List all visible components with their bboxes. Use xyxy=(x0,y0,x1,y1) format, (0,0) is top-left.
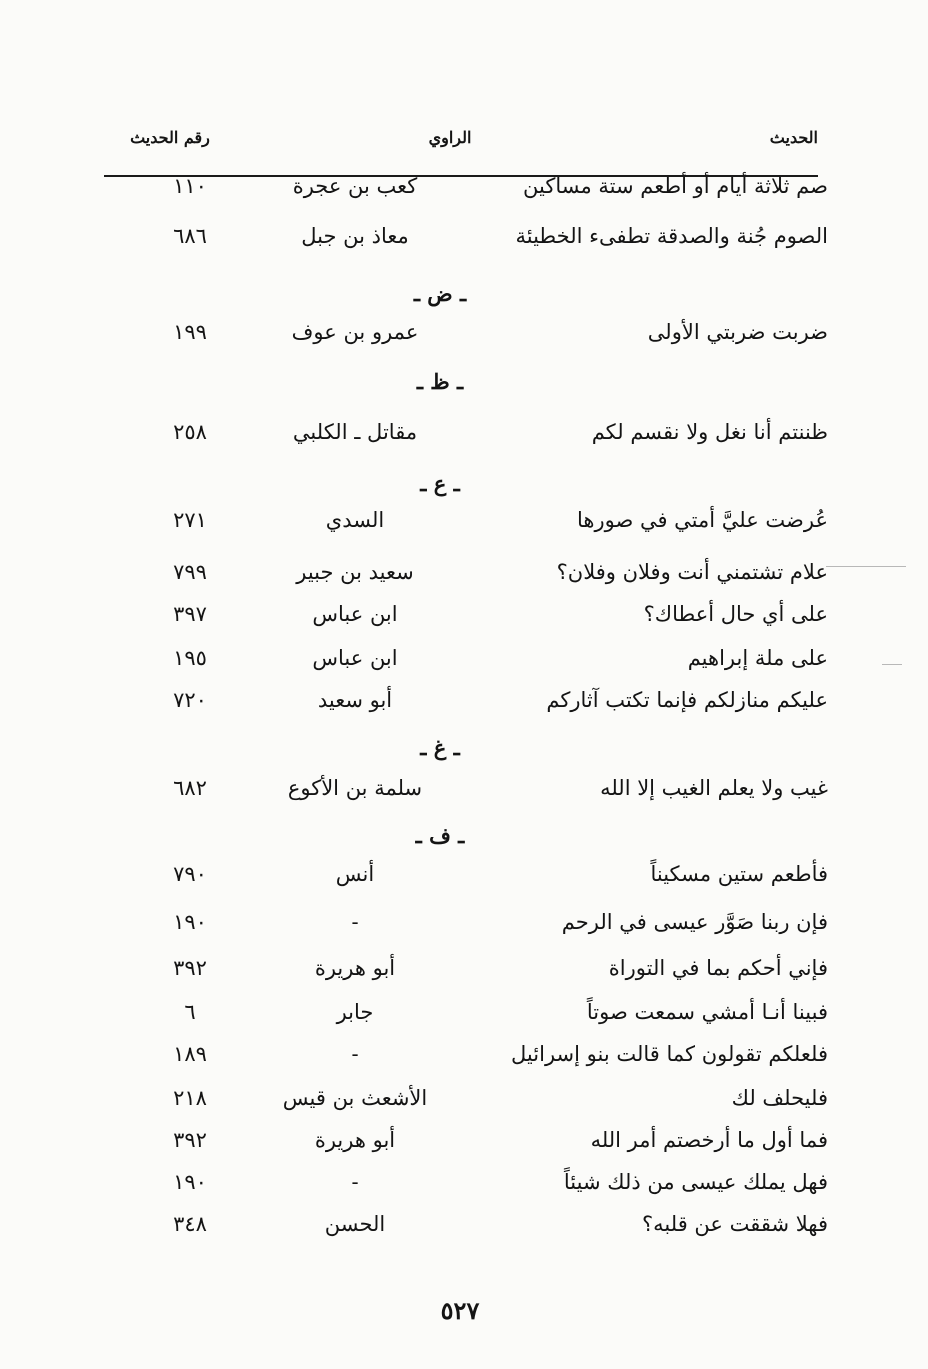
header-number: رقم الحديث xyxy=(130,128,210,147)
hadith-text: فما أول ما أرخصتم أمر الله xyxy=(590,1128,828,1152)
narrator-name: سعيد بن جبير xyxy=(296,560,414,584)
narrator-name: كعب بن عجرة xyxy=(292,174,418,198)
hadith-number: ١٩٩ xyxy=(173,320,207,344)
narrator-name: معاذ بن جبل xyxy=(301,224,409,248)
hadith-text: فأطعم ستين مسكيناً xyxy=(650,862,828,886)
section-letter-heading: ـ ض ـ xyxy=(413,281,467,306)
hadith-text: فإني أحكم بما في التوراة xyxy=(608,956,828,980)
hadith-number: ٧٢٠ xyxy=(173,688,207,712)
header-narrator: الراوي xyxy=(428,128,472,147)
hadith-number: ٣٤٨ xyxy=(173,1212,207,1236)
narrator-name: ابن عباس xyxy=(312,646,398,670)
table-row xyxy=(100,166,828,206)
narrator-name: عمرو بن عوف xyxy=(291,320,419,344)
hadith-text: صم ثلاثة أيام أو أطعم ستة مساكين xyxy=(523,174,828,198)
header-hadith: الحديث xyxy=(769,128,818,147)
narrator-name: أنس xyxy=(335,862,375,886)
hadith-number: ٣٩٧ xyxy=(173,602,207,626)
hadith-text: ظننتم أنا نغل ولا نقسم لكم xyxy=(591,420,828,444)
narrator-name: أبو هريرة xyxy=(314,1128,396,1152)
hadith-number: ٦٨٢ xyxy=(173,776,207,800)
hadith-text: فإن ربنا صَوَّر عيسى في الرحم xyxy=(561,910,828,934)
table-row xyxy=(100,680,828,720)
hadith-number: ٦٨٦ xyxy=(173,224,207,248)
hadith-number: ٢٧١ xyxy=(173,508,207,532)
hadith-text: على ملة إبراهيم xyxy=(687,646,828,670)
table-row xyxy=(100,1120,828,1160)
table-row xyxy=(100,1034,828,1074)
narrator-name: سلمة بن الأكوع xyxy=(287,776,423,800)
table-row xyxy=(100,1162,828,1202)
hadith-text: عُرضت عليَّ أمتي في صورها xyxy=(576,508,828,532)
hadith-text: فهلا شققت عن قلبه؟ xyxy=(642,1212,828,1236)
hadith-number: ٧٩٩ xyxy=(173,560,207,584)
table-row xyxy=(100,412,828,452)
table-row xyxy=(100,1078,828,1118)
hadith-text: الصوم جُنة والصدقة تطفىء الخطيئة xyxy=(515,224,828,248)
narrator-name: الأشعث بن قيس xyxy=(282,1086,428,1110)
narrator-name: ابن عباس xyxy=(312,602,398,626)
table-header xyxy=(100,128,820,164)
table-row xyxy=(100,948,828,988)
narrator-name: مقاتل ـ الكلبي xyxy=(292,420,418,444)
table-row xyxy=(100,594,828,634)
hadith-number: ٣٩٢ xyxy=(173,1128,207,1152)
hadith-number: ٧٩٠ xyxy=(173,862,207,886)
narrator-name: - xyxy=(351,910,359,934)
page-number: ٥٢٧ xyxy=(440,1296,480,1325)
hadith-text: عليكم منازلكم فإنما تكتب آثاركم xyxy=(546,688,828,712)
hadith-text: على أي حال أعطاك؟ xyxy=(643,602,828,626)
table-row xyxy=(100,500,828,540)
hadith-number: ١٩٥ xyxy=(173,646,207,670)
narrator-name: السدي xyxy=(325,508,385,532)
hadith-number: ١١٠ xyxy=(173,174,207,198)
hadith-number: ١٩٠ xyxy=(173,1170,207,1194)
narrator-name: - xyxy=(351,1170,359,1194)
section-letter-heading: ـ ف ـ xyxy=(415,823,465,848)
table-row xyxy=(100,638,828,678)
hadith-text: فهل يملك عيسى من ذلك شيئاً xyxy=(563,1170,828,1194)
table-row xyxy=(100,552,828,592)
hadith-text: فلعلكم تقولون كما قالت بنو إسرائيل xyxy=(511,1042,828,1066)
section-letter-heading: ـ ع ـ xyxy=(420,471,460,496)
narrator-name: جابر xyxy=(336,1000,374,1024)
table-row xyxy=(100,768,828,808)
narrator-name: أبو هريرة xyxy=(314,956,396,980)
hadith-number: ٢٥٨ xyxy=(173,420,207,444)
table-row xyxy=(100,854,828,894)
hadith-text: فبينا أنـا أمشي سمعت صوتاً xyxy=(586,1000,828,1024)
table-row xyxy=(100,1204,828,1244)
table-row xyxy=(100,992,828,1032)
hadith-text: علام تشتمني أنت وفلان وفلان؟ xyxy=(556,560,828,584)
hadith-text: غيب ولا يعلم الغيب إلا الله xyxy=(600,776,828,800)
hadith-number: ١٨٩ xyxy=(173,1042,207,1066)
margin-pencil-mark xyxy=(882,664,902,665)
table-row xyxy=(100,312,828,352)
hadith-number: ٦ xyxy=(184,1000,196,1024)
section-letter-heading: ـ ظ ـ xyxy=(416,369,464,394)
hadith-number: ١٩٠ xyxy=(173,910,207,934)
narrator-name: - xyxy=(351,1042,359,1066)
hadith-number: ٣٩٢ xyxy=(173,956,207,980)
hadith-text: ضربت ضربتي الأولى xyxy=(647,320,828,344)
table-row xyxy=(100,902,828,942)
margin-pencil-mark xyxy=(826,566,906,567)
section-letter-heading: ـ غ ـ xyxy=(420,735,460,760)
table-row xyxy=(100,216,828,256)
hadith-text: فليحلف لك xyxy=(731,1086,828,1110)
narrator-name: الحسن xyxy=(324,1212,386,1236)
hadith-number: ٢١٨ xyxy=(173,1086,207,1110)
narrator-name: أبو سعيد xyxy=(317,688,393,712)
